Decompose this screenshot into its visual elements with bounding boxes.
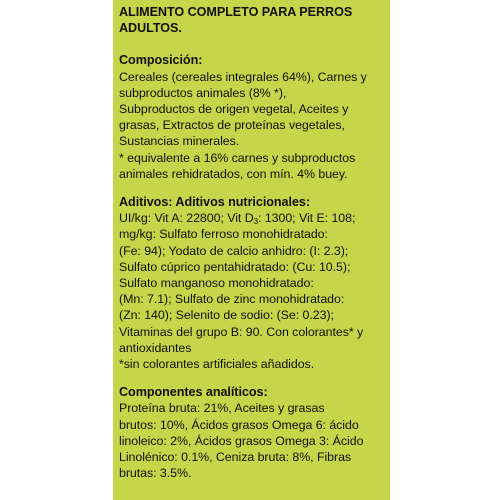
additives-line: antioxidantes <box>119 340 192 355</box>
analytical-components-section <box>119 384 386 481</box>
additives-line: (Mn: 7.1); Sulfato de zinc monohidratado: <box>119 292 345 307</box>
analytical-line: brutas: 3.5%. <box>119 466 192 481</box>
additives-line: Vitaminas del grupo B: 90. Con colorantes* y <box>119 324 364 339</box>
analytical-components-heading: Componentes analíticos: <box>119 385 268 400</box>
composition-line: subproductos animales (8% *), <box>119 85 287 100</box>
product-title-line-2: ADULTOS. <box>119 21 182 36</box>
additives-heading: Aditivos: Aditivos nutricionales: <box>119 195 311 210</box>
product-title <box>119 4 386 36</box>
analytical-line: linoleico: 2%, Ácidos grasos Omega 3: Ácido <box>119 433 364 448</box>
additives-footnote-line: *sin colorantes artificiales añadidos. <box>119 357 315 372</box>
analytical-line: Linolénico: 0.1%, Ceniza bruta: 8%, Fibras <box>119 450 352 465</box>
additives-section <box>119 194 386 372</box>
additives-line: Sulfato manganoso monohidratado: <box>119 276 314 291</box>
composition-footnote-line: animales rehidratados, con mín. 4% buey. <box>119 166 348 181</box>
pet-food-label-panel <box>113 0 390 500</box>
analytical-components-text <box>119 400 386 481</box>
vitamin-d-subscript: 3 <box>253 217 259 227</box>
additives-line: Sulfato cúprico pentahidratado: (Cu: 10.5); <box>119 259 351 274</box>
additives-text <box>119 210 386 372</box>
composition-text <box>119 69 386 182</box>
composition-line: Subproductos de origen vegetal, Aceites y <box>119 102 349 117</box>
analytical-line: brutos: 10%, Ácidos grasos Omega 6: ácido <box>119 417 359 432</box>
additives-vitamins-text-b: : 1300; Vit E: 108; <box>258 211 356 226</box>
additives-line: (Zn: 140); Selenito de sodio: (Se: 0.23); <box>119 308 334 323</box>
additives-line: (Fe: 94); Yodato de calcio anhidro: (I: 2.3); <box>119 243 349 258</box>
composition-heading: Composición: <box>119 53 203 68</box>
composition-footnote-line: * equivalente a 16% carnes y subproductos <box>119 150 356 165</box>
product-title-line-1: ALIMENTO COMPLETO PARA PERROS <box>119 5 353 19</box>
additives-vitamins-text-a: UI/kg: Vit A: 22800; Vit D <box>119 211 254 226</box>
composition-line: Sustancias minerales. <box>119 134 240 149</box>
analytical-line: Proteína bruta: 21%, Aceites y grasas <box>119 401 325 416</box>
additives-line: mg/kg: Sulfato ferroso monohidratado: <box>119 227 328 242</box>
composition-line: Cereales (cereales integrales 64%), Carnes y <box>119 69 367 84</box>
composition-line: grasas, Extractos de proteínas vegetales, <box>119 118 345 133</box>
composition-section <box>119 52 386 182</box>
additives-vitamins-line <box>119 210 386 226</box>
